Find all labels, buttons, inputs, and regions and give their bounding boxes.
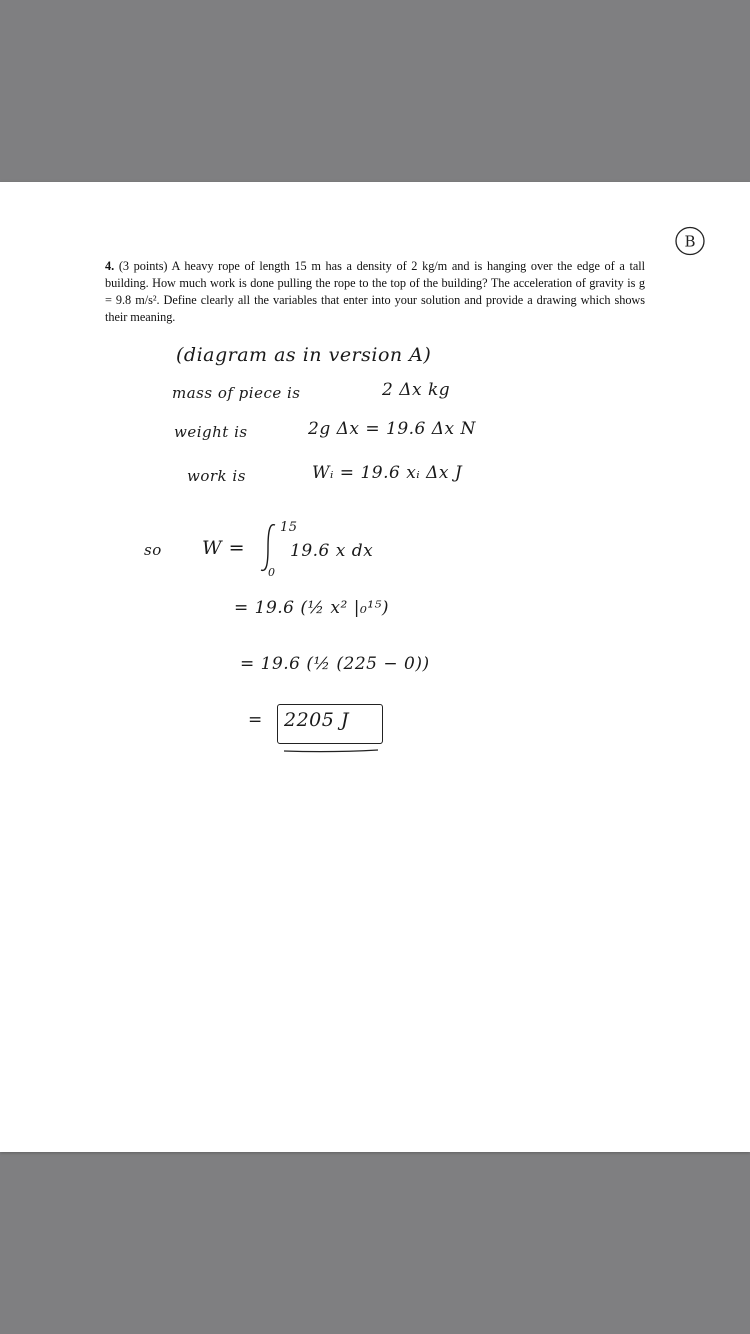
step-final-equals: = (248, 710, 263, 730)
problem-text: (3 points) A heavy rope of length 15 m has a density of 2 kg/m and is hanging over the edge of a tall building. How much work is done pulling the rope to the top of the building? The acceleration of gravity is g = 9.8 m/s². Define clearly all the variables that enter into your solution and provide a drawing which shows their meaning. (105, 259, 645, 324)
work-label: work is (187, 467, 246, 485)
step-antiderivative: = 19.6 (½ x² |₀¹⁵) (234, 598, 390, 618)
so-label: so (144, 541, 162, 559)
integral-lower-limit: 0 (268, 566, 276, 579)
work-value: Wᵢ = 19.6 xᵢ Δx J (312, 463, 463, 483)
problem-number: 4. (105, 259, 115, 273)
version-letter: B (684, 232, 696, 251)
integral-upper-limit: 15 (280, 520, 298, 535)
weight-value: 2g Δx = 19.6 Δx N (308, 419, 476, 439)
mass-label: mass of piece is (172, 384, 301, 402)
integral-lhs: W = (202, 537, 245, 559)
integral-body: 19.6 x dx (290, 541, 374, 561)
step-substitution: = 19.6 (½ (225 − 0)) (240, 654, 430, 674)
weight-label: weight is (174, 423, 248, 441)
version-circle-icon (674, 225, 706, 257)
problem-statement (105, 258, 645, 326)
mass-value: 2 Δx kg (382, 380, 451, 400)
solution-line-diagram: (diagram as in version A) (176, 344, 432, 366)
answer-underline-icon (283, 749, 379, 753)
final-answer: 2205 J (284, 709, 350, 731)
